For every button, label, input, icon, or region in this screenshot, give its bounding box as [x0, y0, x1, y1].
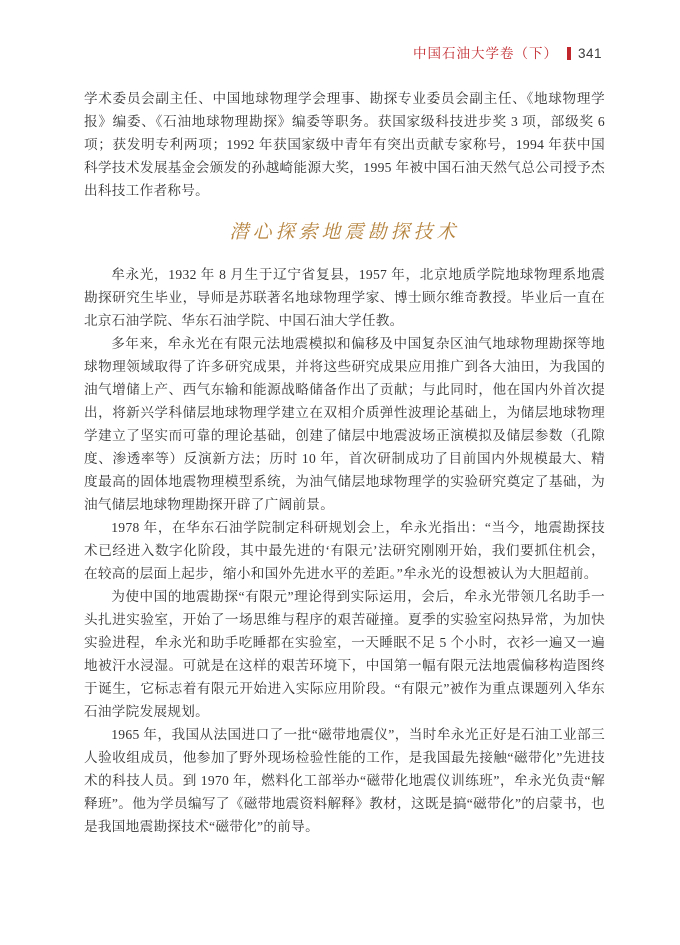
- paragraph-continuation: 学术委员会副主任、中国地球物理学会理事、勘探专业委员会副主任、《地球物理学报》编委、《石油地球物理勘探》编委等职务。获国家级科技进步奖 3 项，部级奖 6 项；获发明专利两项；1992 年获国家级中青年有突出贡献专家称号，1994 年获中国科学技术发展基金会颁发的孙越崎能源大奖，1995 年被中国石油天然气总公司授予杰出科技工作者称号。: [84, 91, 605, 198]
- header-divider-bar: [567, 47, 571, 60]
- paragraph-bio: 牟永光，1932 年 8 月生于辽宁省复县，1957 年，北京地质学院地球物理系地震勘探研究生毕业，导师是苏联著名地球物理学家、博士顾尔维奇教授。毕业后一直在北京石油学院、华东石油学院、中国石油大学任教。: [84, 267, 605, 328]
- page-body: [84, 87, 605, 838]
- running-head-title: 中国石油大学卷（下）: [412, 46, 558, 61]
- section-title: 潜心探索地震勘探技术: [229, 222, 460, 243]
- paragraph-1965-seismograph: 1965 年，我国从法国进口了一批“磁带地震仪”，当时牟永光正好是石油工业部三人验收组成员，他参加了野外现场检验性能的工作，是我国最先接触“磁带化”先进技术的科技人员。到 1970 年，燃料化工部举办“磁带化地震仪训练班”，牟永光负责“解释班”。他为学员编写了《磁带地震资料解释》教材，这既是搞“磁带化”的启蒙书，也是我国地震勘探技术“磁带化”的前导。: [84, 727, 605, 834]
- paragraph-achievements: 多年来，牟永光在有限元法地震模拟和偏移及中国复杂区油气地球物理勘探等地球物理领域取得了许多研究成果，并将这些研究成果应用推广到各大油田，为我国的油气增储上产、西气东输和能源战略储备作出了贡献；与此同时，他在国内外首次提出，将新兴学科储层地球物理学建立在双相介质弹性波理论基础上，为储层地球物理学建立了坚实而可靠的理论基础，创建了储层中地震波场正演模拟及储层参数（孔隙度、渗透率等）反演新方法；历时 10 年，首次研制成功了目前国内外规模最大、精度最高的固体地震物理模型系统，为油气储层地球物理学的实验研究奠定了基础，为油气储层地球物理勘探开辟了广阔前景。: [84, 336, 605, 512]
- page-number: 341: [577, 46, 602, 61]
- paragraph-1978-plan: 1978 年，在华东石油学院制定科研规划会上，牟永光指出：“当今，地震勘探技术已经进入数字化阶段，其中最先进的‘有限元’法研究刚刚开始，我们要抓住机会，在较高的层面上起步，缩小和国外先进水平的差距。”牟永光的设想被认为大胆超前。: [84, 520, 605, 581]
- paragraph-lab-work: 为使中国的地震勘探“有限元”理论得到实际运用，会后，牟永光带领几名助手一头扎进实验室，开始了一场思维与程序的艰苦碰撞。夏季的实验室闷热异常，为加快实验进程，牟永光和助手吃睡都在实验室，一天睡眠不足 5 个小时，衣衫一遍又一遍地被汗水浸湿。可就是在这样的艰苦环境下，中国第一幅有限元法地震偏移构造图终于诞生，它标志着有限元开始进入实际应用阶段。“有限元”被作为重点课题列入华东石油学院发展规划。: [84, 589, 605, 719]
- running-head: [84, 45, 602, 62]
